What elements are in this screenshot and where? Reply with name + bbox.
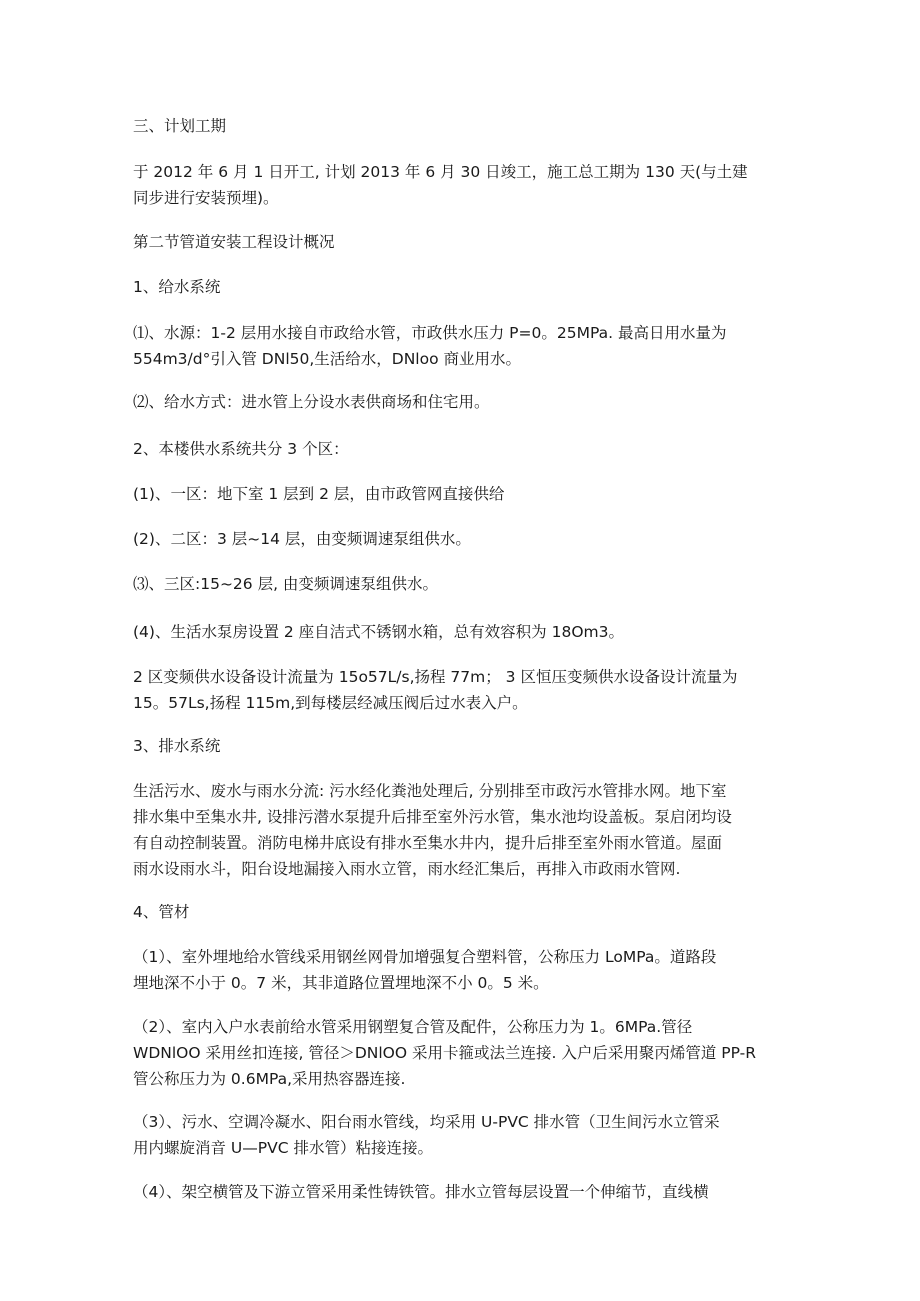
item-zone-3: ⑶、三区:15~26 层, 由变频调速泵组供水。	[133, 575, 438, 593]
paragraph-supply-method: ⑵、给水方式：进水管上分设水表供商场和住宅用。	[133, 393, 490, 411]
item-zone-1: (1)、一区：地下室 1 层到 2 层，由市政管网直接供给	[133, 485, 505, 503]
paragraph-schedule: 于 2012 年 6 月 1 日开工, 计划 2013 年 6 月 30 日竣工，施工总工期为 130 天(与土建 同步进行安装预埋)。	[133, 163, 748, 207]
item-cast-iron-pipe: （4）、架空横管及下游立管采用柔性铸铁管。排水立管每层设置一个伸缩节，直线横	[133, 1183, 709, 1201]
heading-water-supply-system: 1、给水系统	[133, 278, 221, 296]
heading-construction-period: 三、计划工期	[133, 117, 227, 135]
paragraph-flow-design: 2 区变频供水设备设计流量为 15o57L∕s,扬程 77m； 3 区恒压变频供水设备设计流量为 15。57Ls,扬程 115m,到每楼层经减压阀后过水表入户。	[133, 668, 738, 712]
item-pump-room: (4)、生活水泵房设置 2 座自洁式不锈钢水箱，总有效容积为 18Om3。	[133, 623, 624, 641]
item-outdoor-pipe: （1）、室外埋地给水管线采用钢丝网骨加增强复合塑料管，公称压力 LoMPa。道路段 埋地深不小于 0。7 米，其非道路位置埋地深不小 0。5 米。	[133, 948, 717, 992]
item-indoor-pipe: （2）、室内入户水表前给水管采用钢塑复合管及配件，公称压力为 1。6MPa.管径 WDNlOO 采用丝扣连接, 管径＞DNlOO 采用卡箍或法兰连接. 入户后采用聚丙烯管道 PP-R 管公称压力为 0.6MPa,采用热容器连接.	[133, 1018, 757, 1088]
paragraph-drainage: 生活污水、废水与雨水分流: 污水经化粪池处理后, 分别排至市政污水管排水网。地下室 排水集中至集水井, 设排污潜水泵提升后排至室外污水管，集水池均设盖板。泵启闭均设 有自动控制装置。消防电梯井底设有排水至集水井内，提升后排至室外雨水管道。屋面 雨水设雨水斗，阳台设地漏接入雨水立管，雨水经汇集后，再排入市政雨水管网.	[133, 782, 732, 878]
section-heading-pipeline-design: 第二节管道安装工程设计概况	[133, 233, 335, 251]
heading-pipe-materials: 4、管材	[133, 903, 190, 921]
paragraph-water-source: ⑴、水源：1-2 层用水接自市政给水管，市政供水压力 P=0。25MPa. 最高日用水量为 554m3∕d°引入管 DNl50,生活给水，DNloo 商业用水。	[133, 324, 727, 368]
item-zone-2: (2)、二区：3 层~14 层，由变频调速泵组供水。	[133, 530, 471, 548]
heading-supply-zones: 2、本楼供水系统共分 3 个区：	[133, 440, 349, 458]
item-drain-pipe: （3）、污水、空调冷凝水、阳台雨水管线，均采用 U-PVC 排水管（卫生间污水立管采 用内螺旋消音 U—PVC 排水管）粘接连接。	[133, 1113, 720, 1157]
heading-drainage-system: 3、排水系统	[133, 737, 221, 755]
